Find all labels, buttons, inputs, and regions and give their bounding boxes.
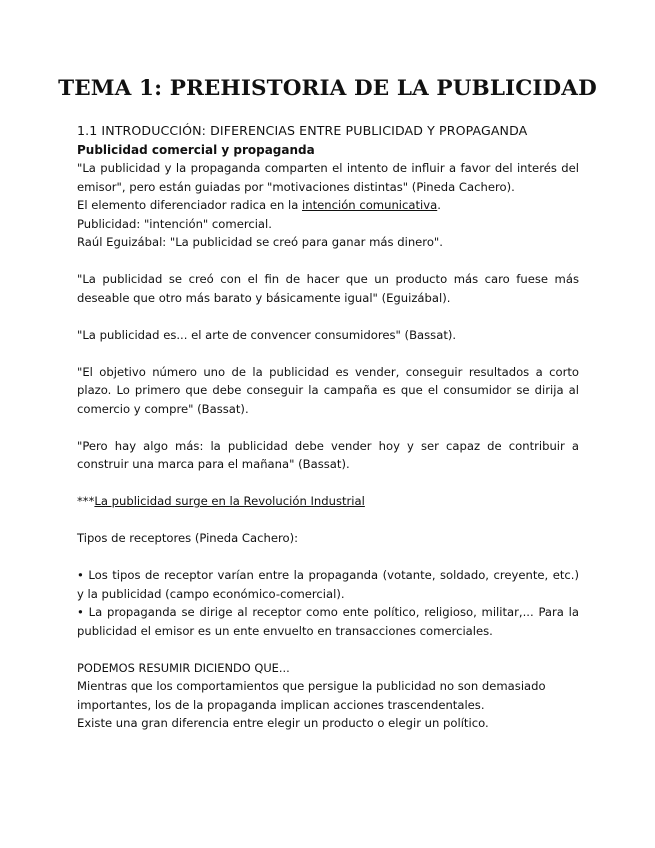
bullet-1: • Los tipos de receptor varían entre la propaganda (votante, soldado, creyente, etc.) y la publicidad (campo económico-comercial). [77, 568, 579, 601]
paragraph-4: Raúl Eguizábal: "La publicidad se creó para ganar más dinero". [77, 235, 443, 249]
paragraph-1: "La publicidad y la propaganda comparten el intento de influir a favor del interés del emisor", pero están guiadas por "motivaciones distintas" (Pineda Cachero). [77, 161, 579, 194]
quote-2: "La publicidad es... el arte de convencer consumidores" (Bassat). [77, 327, 457, 342]
paragraph-2-prefix: El elemento diferenciador radica en la [77, 198, 303, 212]
summary-heading: PODEMOS RESUMIR DICIENDO QUE... [77, 660, 290, 675]
intencion-comunicativa-text: intención comunicativa [302, 198, 438, 212]
section-heading: 1.1 INTRODUCCIÓN: DIFERENCIAS ENTRE PUBLICIDAD Y PROPAGANDA [77, 123, 528, 138]
quote-4: "Pero hay algo más: la publicidad debe vender hoy y ser capaz de contribuir a construir una marca para el mañana" (Bassat). [77, 438, 579, 471]
receptors-heading: Tipos de receptores (Pineda Cachero): [77, 531, 299, 545]
document-body [77, 122, 579, 733]
quote-3: "El objetivo número uno de la publicidad es vender, conseguir resultados a corto plazo. Lo primero que debe conseguir la campaña es que el consumidor se dirija al comercio y compre" (Bassat). [77, 364, 579, 416]
page-title: TEMA 1: PREHISTORIA DE LA PUBLICIDAD [58, 76, 597, 101]
note-text: La publicidad surge en la Revolución Industrial [94, 494, 365, 508]
quote-1: "La publicidad se creó con el fin de hacer que un producto más caro fuese más deseable que otro más barato y básicamente igual" (Eguizábal). [77, 272, 579, 305]
note-prefix: *** [77, 494, 95, 508]
subheading: Publicidad comercial y propaganda [77, 142, 315, 157]
paragraph-2-suffix: . [437, 198, 441, 212]
summary-line-3: Existe una gran diferencia entre elegir un producto o elegir un político. [77, 716, 489, 730]
paragraph-2 [77, 196, 579, 215]
summary-line-1: Mientras que los comportamientos que persigue la publicidad no son demasiado [77, 679, 546, 693]
summary-line-2: importantes, los de la propaganda implican acciones trascendentales. [77, 697, 485, 712]
note [77, 492, 579, 511]
bullet-2: • La propaganda se dirige al receptor como ente político, religioso, militar,... Para la publicidad el emisor es un ente envuelto en transacciones comerciales. [77, 605, 579, 638]
paragraph-3: Publicidad: "intención" comercial. [77, 216, 272, 231]
